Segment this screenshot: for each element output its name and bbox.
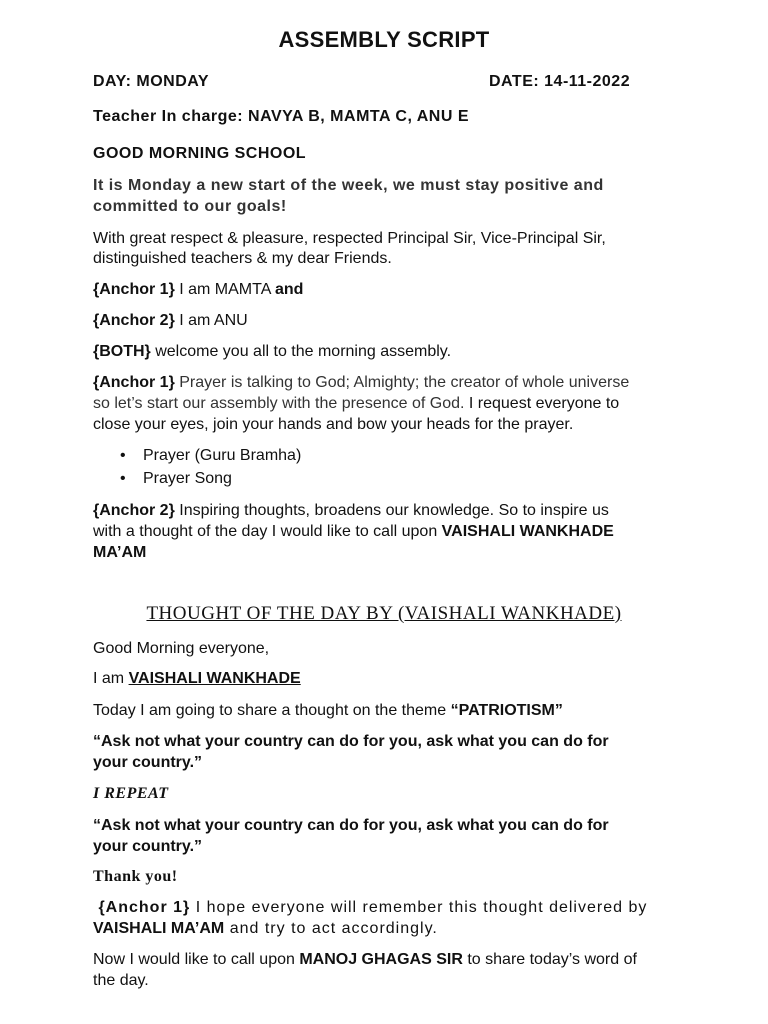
- speaker-name: MANOJ GHAGAS SIR: [299, 951, 463, 968]
- thought-call-line-2: [93, 522, 713, 542]
- prayer-intro-text: Prayer is talking to God; Almighty; the creator of whole universe: [174, 374, 630, 391]
- teacher-names: NAVYA B, MAMTA C, ANU E: [248, 108, 470, 125]
- both-welcome: [93, 342, 713, 362]
- both-tag: {BOTH}: [93, 343, 151, 360]
- anchor-bold-text: and: [274, 281, 304, 298]
- speaker-name: VAISHALI WANKHADE: [128, 670, 301, 687]
- document-title: ASSEMBLY SCRIPT: [278, 27, 490, 52]
- intro-line-1: It is Monday a new start of the week, we must stay positive and: [93, 177, 604, 194]
- remember-line-1: [93, 898, 713, 918]
- day-date-row: [93, 72, 713, 92]
- prayer-list-item: • Prayer Song: [143, 469, 713, 489]
- prayer-intro-line-2: [93, 394, 713, 414]
- greeting-heading: GOOD MORNING SCHOOL: [93, 145, 307, 162]
- prayer-list-item: • Prayer (Guru Bramha): [143, 446, 713, 466]
- remember-text: I hope everyone will remember this thought delivered by: [190, 899, 648, 916]
- anchor-tag: {Anchor 1}: [98, 899, 191, 916]
- word-call-line-2: the day.: [93, 972, 149, 989]
- thought-call-text: with a thought of the day I would like to call upon: [93, 523, 442, 540]
- quote-repeat-line-1: “Ask not what your country can do for you, ask what you can do for: [93, 817, 609, 834]
- word-call-text: Now I would like to call upon: [93, 951, 300, 968]
- prayer-intro-line-3: close your eyes, join your hands and bow your heads for the prayer.: [93, 416, 574, 433]
- intro-line-2: committed to our goals!: [93, 198, 287, 215]
- i-am-text: I am: [93, 670, 129, 687]
- quote-line-2: your country.”: [93, 754, 203, 771]
- teacher-label: Teacher In charge:: [93, 108, 249, 125]
- day-label: DAY: MONDAY: [93, 73, 210, 90]
- anchor-tag: {Anchor 1}: [93, 281, 175, 298]
- theme-text: Today I am going to share a thought on the theme: [93, 702, 451, 719]
- respect-line-2: distinguished teachers & my dear Friends.: [93, 250, 392, 267]
- word-call-line-1: [93, 950, 713, 970]
- theme-line: [93, 701, 713, 721]
- remember-line-2: [93, 919, 713, 939]
- date-label: DATE: 14-11-2022: [489, 73, 631, 90]
- anchor-tag: {Anchor 2}: [93, 312, 175, 329]
- anchor-tag: {Anchor 2}: [93, 502, 175, 519]
- quote-repeat-line-2: your country.”: [93, 838, 203, 855]
- word-call-text: to share today’s word of: [462, 951, 637, 968]
- anchor2-intro: [93, 311, 713, 331]
- anchor-tag: {Anchor 1}: [93, 374, 175, 391]
- prayer-intro-line-1: [93, 373, 713, 393]
- anchor-text: I am MAMTA: [174, 281, 275, 298]
- thought-call-line-3: MA’AM: [93, 544, 147, 561]
- thought-of-the-day-title: THOUGHT OF THE DAY BY (VAISHALI WANKHADE): [146, 603, 622, 624]
- anchor1-intro: [93, 280, 713, 300]
- repeat-label: I REPEAT: [93, 785, 169, 802]
- good-morning-line: Good Morning everyone,: [93, 640, 270, 657]
- anchor-text: I am ANU: [174, 312, 248, 329]
- speaker-name: VAISHALI MA’AM: [93, 920, 225, 937]
- teacher-in-charge: [93, 107, 713, 127]
- both-text: welcome you all to the morning assembly.: [150, 343, 452, 360]
- i-am-line: [93, 669, 713, 689]
- respect-line-1: With great respect & pleasure, respected Principal Sir, Vice-Principal Sir,: [93, 230, 606, 247]
- prayer-intro-text: so let’s start our assembly with the presence of God.: [93, 395, 465, 412]
- thought-call-line-1: [93, 501, 713, 521]
- thank-you-line: Thank you!: [93, 868, 178, 885]
- prayer-intro-text: I request everyone to: [464, 395, 620, 412]
- speaker-name: VAISHALI WANKHADE: [441, 523, 614, 540]
- remember-text: and try to act accordingly.: [224, 920, 438, 937]
- thought-call-text: Inspiring thoughts, broadens our knowledge. So to inspire us: [174, 502, 609, 519]
- quote-line-1: “Ask not what your country can do for you, ask what you can do for: [93, 733, 609, 750]
- theme-name: “PATRIOTISM”: [450, 702, 563, 719]
